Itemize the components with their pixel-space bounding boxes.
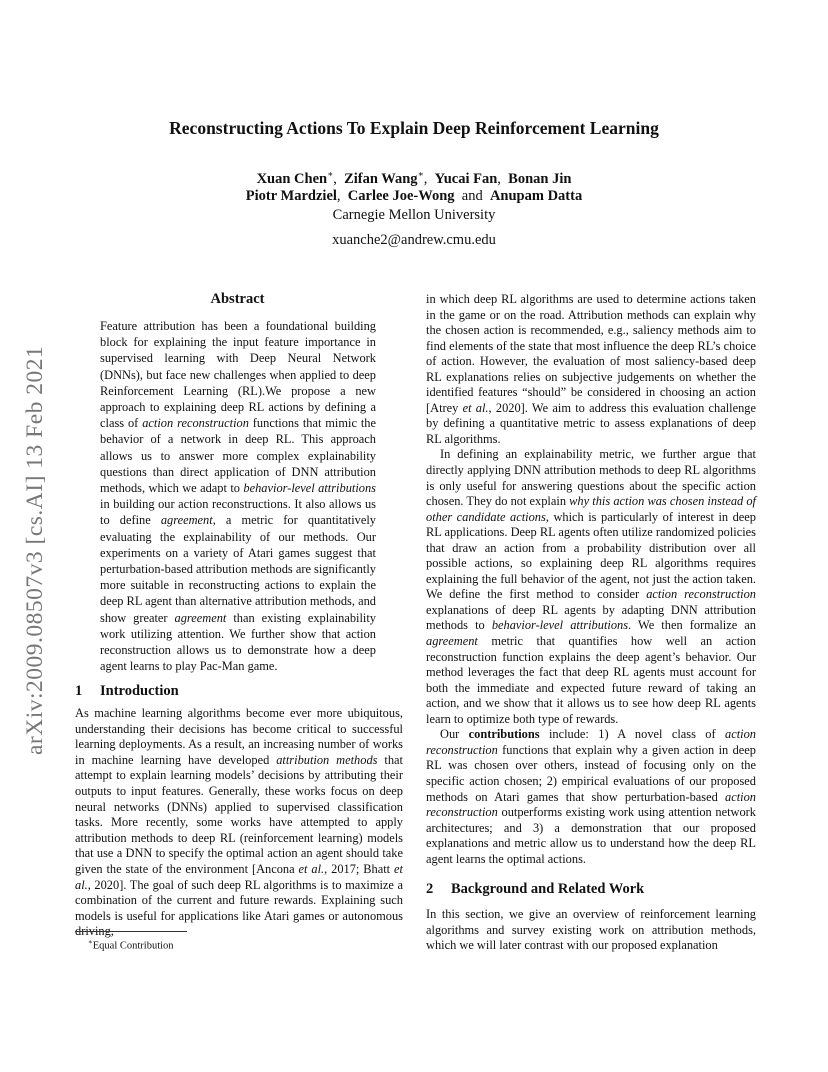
author-name: Piotr Mardziel [245,187,337,204]
author-conjunction: and [461,187,483,204]
arxiv-identifier[interactable]: arXiv:2009.08507v3 [cs.AI] 13 Feb 2021 [22,345,48,755]
emphasis-text: agreement [174,610,227,625]
paper-title: Reconstructing Actions To Explain Deep Reinforcement Learning [169,118,659,138]
emphasis-text: why this action was chosen instead of other candidate actions [426,494,756,524]
section-title: Background and Related Work [451,881,645,897]
emphasis-text: action reconstruction [142,416,249,431]
author-name: Zifan Wang [344,170,418,187]
section-heading-introduction [75,683,179,700]
emphasis-text: et al. [298,861,325,876]
section-number: 2 [426,881,434,897]
equal-contribution-mark: ∗ [327,169,334,179]
emphasis-text: et al. [462,400,489,415]
footnote [88,938,174,952]
author-name: Xuan Chen [256,170,328,187]
footnote-text: Equal Contribution [92,940,174,952]
emphasis-text: agreement [160,513,213,528]
emphasis-text: agreement [426,634,478,649]
emphasis-text: action reconstruction [646,587,756,602]
author-line-2: Piotr Mardziel, Carlee Joe-Wong and Anupam Datta [245,187,583,204]
author-name: Carlee Joe-Wong [347,187,455,204]
emphasis-text: et al. [75,861,403,892]
affiliation: Carnegie Mellon University [332,207,496,223]
author-email[interactable]: xuanche2@andrew.cmu.edu [332,232,496,248]
right-column-text [426,292,756,867]
emphasis-text: action reconstruction [426,727,756,757]
introduction-text: As machine learning algorithms become ever more ubiquitous, understanding their decisions has become critical to successful learning deployments. As a result, an increasing number of works in machine learning have developed attribution methods that attempt to explain learning models’ decisions by attributing their outputs to input features. Generally, these works focus on deep neural networks (DNNs) applied to supervised classification tasks. More recently, some works have attempted to apply attribution methods to deep RL (reinforcement learning) models that use a DNN to specify the optimal action an agent should take given the state of the environment [Ancona et al., 2017; Bhatt et al., 2020]. The goal of such deep RL algorithms is to maximize a combination of the current and future rewards. Explaining such models is useful for applications like Atari games or autonomous driving, [75,706,403,939]
author-list [0,166,828,205]
abstract-heading: Abstract [210,291,265,307]
emphasis-text: attribution methods [276,752,378,767]
author-line-1: Xuan Chen∗, Zifan Wang∗, Yucai Fan, Bonan Jin [256,169,572,187]
emphasis-text: behavior-level attributions [491,618,629,633]
emphasis-text: action reconstruction [426,789,756,820]
paragraph: Our contributions include: 1) A novel class of action reconstruction functions that explain why a given action in deep RL was chosen over others, instead of focusing only on the specific action chosen; 2) empirical evaluations of our proposed methods on Atari games that show perturbation-based action reconstruction outperforms existing work using attention network architectures; and 3) a demonstration that our proposed explanations and metric allow us to understand how the deep RL agent learns the optimal actions. [426,727,756,866]
footnote-mark: ∗ [88,938,93,946]
footnote-rule [75,931,187,932]
author-name: Bonan Jin [508,170,572,187]
abstract-text: Feature attribution has been a foundational building block for explaining the input feature importance in supervised learning with Deep Neural Network (DNNs), but face new challenges when applied to deep Reinforcement Learning (RL).We propose a new approach to explaining deep RL actions by defining a class of action reconstruction functions that mimic the behavior of a network in deep RL. This approach allows us to answer more complex explainability questions than direct application of DNN attribution methods, which we adapt to behavior-level attributions in building our action reconstructions. It also allows us to define agreement, a metric for quantitatively evaluating the explainability of our methods. Our experiments on a variety of Atari games suggest that perturbation-based attribution methods are significantly more suitable in reconstructing actions to explain the deep RL agent than alternative attribution methods, and show greater agreement than existing explainability work utilizing attention. We further show that action reconstruction allows us to demonstrate how a deep agent learns to play Pac-Man game. [100,319,376,674]
paragraph: in which deep RL algorithms are used to determine actions taken in the game or on the road. Attribution methods can explain why the chosen action is recommended, e.g., saliency methods aim to find elements of the state that most influence the deep RL’s choice of action. However, the evaluation of most saliency-based deep RL explanations relies on subjective judgements on whether the identified features “should” be considered in choosing an action [Atrey et al., 2020]. We aim to address this evaluation challenge by defining a quantitative metric to assess explanations of deep RL algorithms. [426,292,756,446]
author-name: Yucai Fan [434,170,498,187]
section-heading-background [426,881,644,898]
paragraph: In defining an explainability metric, we further argue that directly applying DNN attribution methods to deep RL algorithms is only useful for answering questions about the specific action chosen. They do not explain why this action was chosen instead of other candidate actions, which is particularly of interest in deep RL applications. Deep RL agents often utilize randomized policies that draw an action from a probability distribution over all possible actions, so explaining deep RL algorithms requires explaining the full behavior of the agent, not just the action taken. We define the first method to consider action reconstruction explanations of deep RL agents by adapting DNN attribution methods to behavior-level attributions. We then formalize an agreement metric that quantifies how well an action reconstruction function explains the deep agent’s behavior. Our method leverages the fact that deep RL agents must account for both the immediate and expected future reward of taking an action, and we show that it allows us to see how deep RL agents learn to optimize both type of rewards. [426,447,756,726]
background-text: In this section, we give an overview of reinforcement learning algorithms and survey existing work on attribution methods, which we will later contrast with our proposed explanation [426,907,756,953]
equal-contribution-mark: ∗ [417,169,424,179]
section-title: Introduction [100,683,179,699]
emphasis-text: behavior-level attributions [243,481,376,496]
author-name: Anupam Datta [489,187,583,204]
bold-text: contributions [468,727,540,742]
section-number: 1 [75,683,83,699]
